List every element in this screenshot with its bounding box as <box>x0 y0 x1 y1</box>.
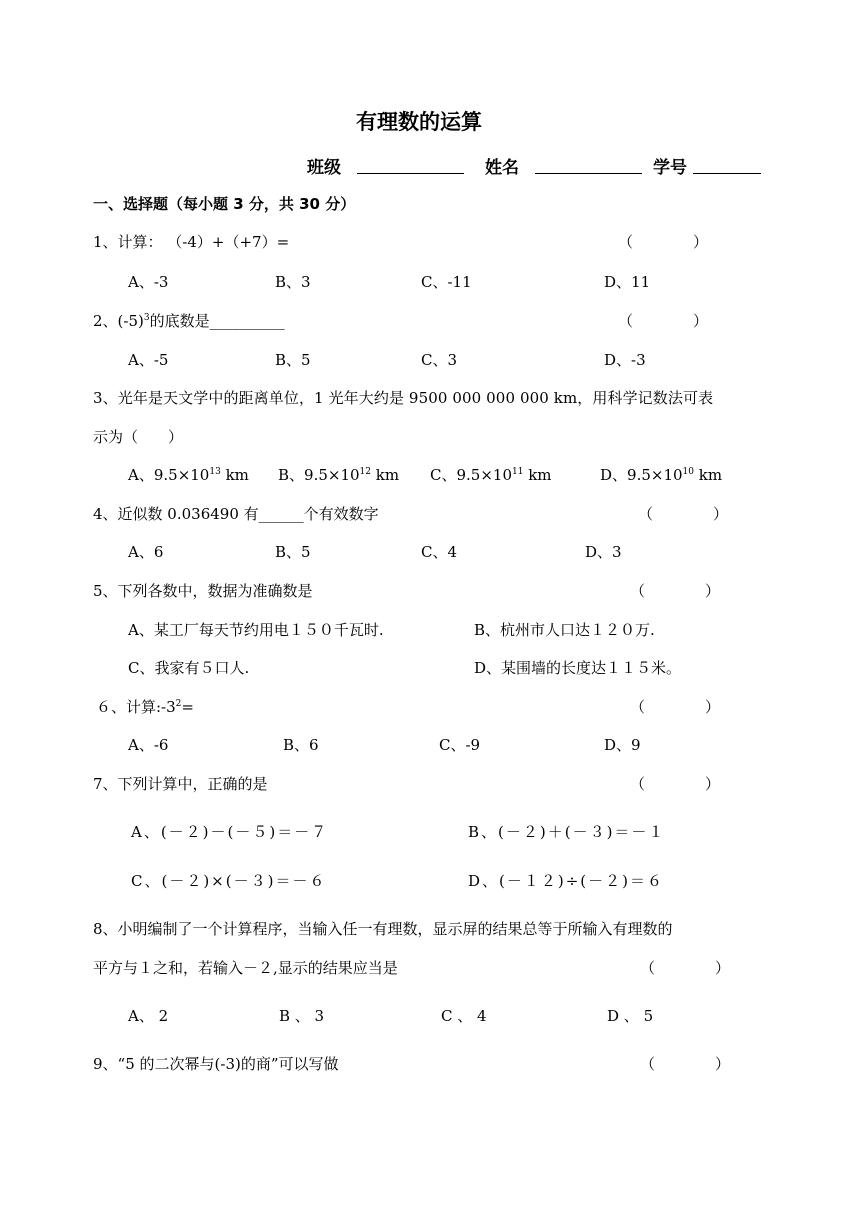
q8-option-b: B 、 3 <box>279 1007 325 1025</box>
q2-option-b: B、5 <box>275 351 311 369</box>
q5-option-b: B、杭州市人口达１２０万. <box>474 621 655 639</box>
q1-option-b: B、3 <box>275 273 311 291</box>
q4-option-d: D、3 <box>585 543 622 561</box>
answer-paren-8[interactable]: （ ） <box>640 959 731 977</box>
q3-option-c: C、$9.5\times 10^{11}$ km <box>430 466 552 484</box>
q4-option-c: C、4 <box>421 543 458 561</box>
answer-paren-1[interactable]: （ ） <box>618 233 709 251</box>
question-3-line-2: 示为（ ） <box>93 428 184 446</box>
q2-blank: __________ <box>209 312 285 330</box>
q4-option-b: B、5 <box>275 543 311 561</box>
question-8-line-2: 平方与１之和，若输入－２,显示的结果应当是 <box>93 959 398 977</box>
question-7: 7、下列计算中，正确的是 <box>93 775 268 793</box>
q6-option-b: B、6 <box>283 736 319 754</box>
question-2: 2、$(-5)^3$的底数是__________ <box>93 312 285 330</box>
q8-option-c: C 、 4 <box>441 1007 487 1025</box>
q8-option-d: D 、 5 <box>607 1007 654 1025</box>
answer-paren-6[interactable]: （ ） <box>630 698 721 716</box>
section-heading: 一、选择题（每小题 3 分，共 30 分） <box>93 195 356 213</box>
answer-paren-4[interactable]: （ ） <box>638 505 729 523</box>
answer-paren-5[interactable]: （ ） <box>630 582 721 600</box>
q3-option-b: B、$9.5\times 10^{12}$ km <box>278 466 400 484</box>
name-blank[interactable] <box>535 157 642 174</box>
answer-paren-9[interactable]: （ ） <box>640 1055 731 1073</box>
page-title: 有理数的运算 <box>356 110 482 134</box>
q1-option-c: C、-11 <box>421 273 472 291</box>
q7-option-b: B、(－２)＋(－３)＝－１ <box>468 823 666 841</box>
answer-paren-7[interactable]: （ ） <box>630 775 721 793</box>
id-label: 学号 <box>653 158 687 178</box>
question-6: ６、计算$:-3^2=$ <box>96 698 194 716</box>
class-label: 班级 <box>307 158 341 178</box>
q6-option-a: A、-6 <box>128 736 169 754</box>
question-1: 1、计算： （-4）+（+7）= <box>93 233 290 251</box>
q1-option-a: A、-3 <box>128 273 169 291</box>
id-blank[interactable] <box>693 157 761 174</box>
q4-option-a: A、6 <box>128 543 164 561</box>
answer-paren-2[interactable]: （ ） <box>618 312 709 330</box>
q7-option-c: C、(－２)×(－３)＝－６ <box>131 872 327 890</box>
q6-option-d: D、9 <box>604 736 641 754</box>
q2-option-d: D、-3 <box>604 351 646 369</box>
q3-option-d: D、$9.5\times 10^{10}$ km <box>600 466 723 484</box>
question-5: 5、下列各数中，数据为准确数是 <box>93 582 313 600</box>
class-blank[interactable] <box>357 157 464 174</box>
q5-option-d: D、某围墙的长度达１１５米。 <box>474 659 682 677</box>
question-4: 4、近似数 0.036490 有______个有效数字 <box>93 505 379 523</box>
q3-option-a: A、$9.5\times 10^{13}$ km <box>128 466 249 484</box>
name-label: 姓名 <box>485 158 519 178</box>
q8-option-a: A、 2 <box>128 1007 169 1025</box>
q7-option-d: D、(－１２)÷(－２)＝６ <box>468 872 665 890</box>
q6-option-c: C、-9 <box>439 736 481 754</box>
q2-option-a: A、-5 <box>128 351 169 369</box>
question-3-line-1: 3、光年是天文学中的距离单位，1 光年大约是 9500 000 000 000 km，用科学记数法可表 <box>93 389 714 407</box>
q5-option-c: C、我家有５口人. <box>128 659 250 677</box>
question-9: 9、“5 的二次幂与(-3)的商”可以写做 <box>93 1055 339 1073</box>
question-8-line-1: 8、小明编制了一个计算程序，当输入任一有理数，显示屏的结果总等于所输入有理数的 <box>93 920 673 938</box>
q2-option-c: C、3 <box>421 351 458 369</box>
q1-option-d: D、11 <box>604 273 651 291</box>
q5-option-a: A、某工厂每天节约用电１５０千瓦时. <box>128 621 384 639</box>
q7-option-a: A、(－２)－(－５)＝－７ <box>131 823 329 841</box>
